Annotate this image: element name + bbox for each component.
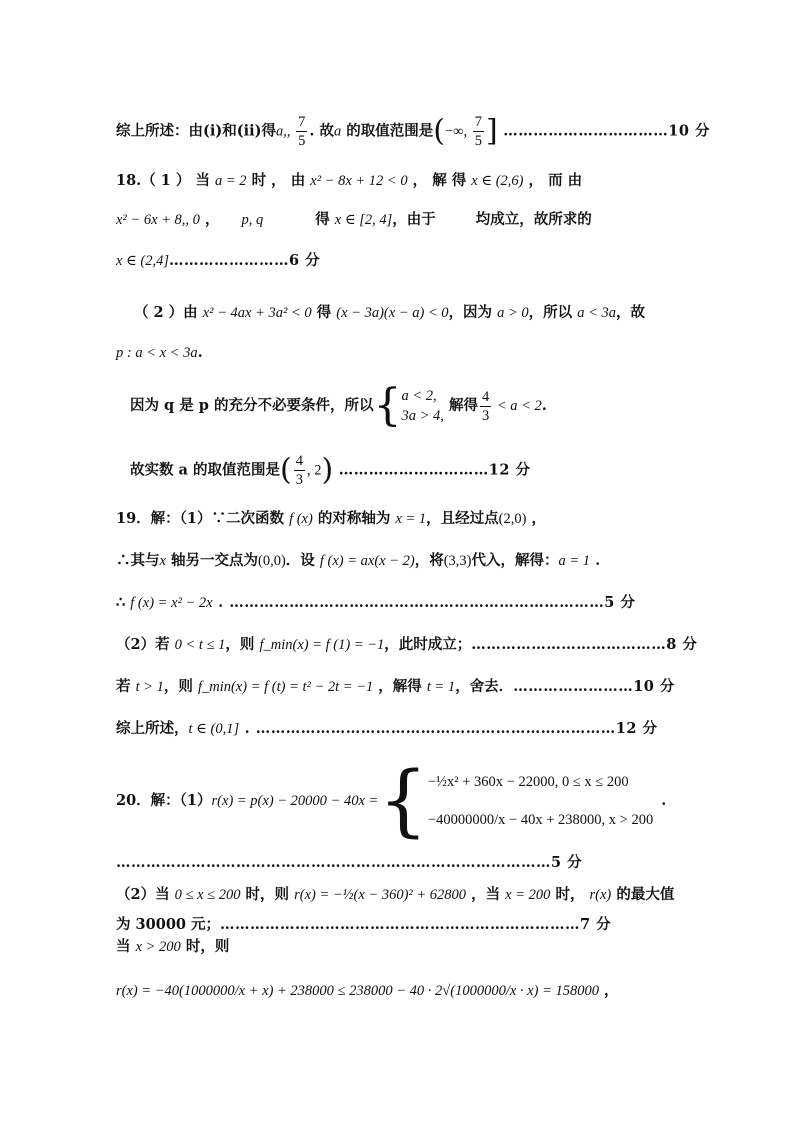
text-chunk: ，则 bbox=[163, 678, 198, 695]
text-chunk: 时，则 bbox=[180, 938, 230, 955]
fraction-denominator: 3 bbox=[295, 472, 303, 488]
text-chunk: 故实数 a 的取值范围是 bbox=[130, 461, 280, 479]
score-dots: …………………………………8 分 bbox=[471, 636, 698, 653]
math-range: x ∈ (2,4] bbox=[116, 253, 170, 269]
problem-18-answer bbox=[130, 452, 668, 489]
math-point: (0,0) bbox=[258, 553, 286, 569]
text-chunk: . bbox=[590, 552, 601, 569]
fraction-denominator: 5 bbox=[298, 133, 306, 149]
text-chunk: （2）当 bbox=[116, 886, 175, 903]
var-a: a bbox=[275, 123, 284, 140]
summary-line-17 bbox=[116, 113, 710, 150]
problem-19-line-5 bbox=[116, 676, 675, 698]
math-expr: r(x) = −40(1000000/x + x) + 238000 ≤ 238000 − 40 · 2√(1000000/x · x) = 158000 bbox=[116, 983, 599, 999]
fraction-numerator: 7 bbox=[474, 114, 482, 130]
text-chunk: ，故 bbox=[616, 304, 646, 321]
math-cond: a < 3a bbox=[577, 305, 617, 321]
problem-19-summary bbox=[116, 718, 668, 740]
text-chunk: ， bbox=[598, 982, 619, 999]
text-chunk: 的对称轴为 bbox=[312, 510, 396, 527]
score-dots: ………………………………………………………………7 分 bbox=[220, 916, 612, 933]
problem-label: （ 2 ）由 bbox=[134, 304, 203, 321]
text-chunk: ．设 bbox=[285, 552, 320, 569]
text-chunk: （2）若 bbox=[116, 636, 175, 653]
period: . bbox=[197, 344, 203, 361]
fraction-denominator: 5 bbox=[474, 133, 482, 149]
math-cond: a = 2 bbox=[215, 173, 247, 189]
text-chunk: 的最大值 bbox=[611, 886, 675, 903]
score-dots: …………………………12 分 bbox=[333, 461, 531, 479]
math-factored: (x − 3a)(x − a) < 0 bbox=[336, 305, 449, 321]
inequality-system bbox=[401, 386, 443, 426]
math-axis: x = 1 bbox=[395, 511, 427, 527]
text-chunk: ∴ bbox=[116, 594, 131, 611]
problem-20-line-4 bbox=[116, 980, 668, 1002]
text-chunk: 时，则 bbox=[240, 886, 295, 903]
score-dots: . …………………………………………………………………5 分 bbox=[212, 594, 636, 611]
system-row-2: 3a > 4, bbox=[401, 408, 444, 424]
right-paren: ) bbox=[321, 452, 334, 488]
piecewise-case-1: −½x² + 360x − 22000, 0 ≤ x ≤ 200 bbox=[427, 774, 629, 790]
problem-20-line-3 bbox=[116, 936, 668, 958]
math-cond: t > 1 bbox=[135, 679, 164, 695]
text-chunk: 解得 bbox=[443, 397, 478, 414]
text-chunk: ，则 bbox=[225, 636, 260, 653]
math-tail: , 2 bbox=[306, 462, 322, 479]
text-chunk: 得 bbox=[311, 304, 337, 321]
problem-20-part-2 bbox=[116, 884, 675, 906]
text-chunk: 20．解：（1） bbox=[116, 792, 212, 809]
problem-18-part-2 bbox=[134, 302, 668, 324]
system-row-1: a < 2, bbox=[401, 388, 437, 404]
interval-left: −∞, bbox=[444, 123, 471, 140]
score-dots: ……………………………10 分 bbox=[497, 122, 710, 140]
math-point: (2,0) bbox=[498, 511, 527, 527]
text-chunk: 因为 q 是 p 的充分不必要条件，所以 bbox=[130, 397, 374, 414]
math-point: (3,3) bbox=[443, 553, 472, 569]
text-chunk: ，当 bbox=[466, 886, 506, 903]
score-dots: ……………………………………………………………………………5 分 bbox=[116, 854, 583, 871]
text-chunk: 代入，解得： bbox=[471, 552, 559, 569]
math-expr: p : a < x < 3a bbox=[116, 345, 198, 361]
math-cond: 0 < t ≤ 1 bbox=[174, 637, 226, 653]
text-chunk: 得 bbox=[315, 211, 335, 228]
fraction-denominator: 3 bbox=[481, 407, 490, 424]
fraction-interval bbox=[473, 113, 484, 150]
text-chunk: 当 bbox=[116, 938, 136, 955]
math-fmin: f_min(x) = f (1) = −1 bbox=[259, 637, 385, 653]
problem-19-part-2 bbox=[116, 634, 698, 656]
problem-19-line-1 bbox=[116, 508, 668, 530]
text-chunk: ，解得 bbox=[373, 678, 427, 695]
fraction-4-3 bbox=[294, 452, 305, 489]
text-chunk: ， bbox=[526, 510, 547, 527]
score-dots: ……………………10 分 bbox=[513, 678, 675, 695]
text-chunk: ，此时成立； bbox=[384, 636, 472, 653]
problem-18-part-1 bbox=[116, 170, 668, 192]
math-solution: t = 1 bbox=[426, 679, 456, 695]
math-expr: r(x) = −½(x − 360)² + 62800 bbox=[294, 887, 467, 903]
piecewise-cases bbox=[428, 771, 653, 831]
problem-18-line-2 bbox=[116, 209, 668, 231]
problem-20-line-2 bbox=[116, 914, 668, 936]
score-dots: . ………………………………………………………………12 分 bbox=[239, 720, 658, 737]
text-chunk: ，由于 bbox=[392, 211, 436, 228]
problem-18-line-p bbox=[116, 342, 668, 364]
math-a: a = 1 bbox=[558, 553, 591, 569]
fraction-numerator: 4 bbox=[295, 453, 303, 469]
text-chunk: ，舍去． bbox=[455, 678, 514, 695]
problem-18-condition bbox=[130, 380, 668, 431]
math-cond: 0 ≤ x ≤ 200 bbox=[174, 887, 241, 903]
problem-20-part-1 bbox=[116, 756, 668, 846]
left-paren: ( bbox=[280, 452, 292, 488]
text-chunk: 综上所述， bbox=[116, 720, 189, 737]
math-inequality: x² − 8x + 12 < 0 bbox=[310, 173, 408, 189]
math-cond: x = 200 bbox=[505, 887, 551, 903]
leq-sign: ,, bbox=[283, 123, 295, 140]
score-dots: ……………………6 分 bbox=[169, 252, 321, 269]
problem-19-line-2 bbox=[116, 550, 668, 572]
period: . bbox=[661, 792, 667, 809]
text-chunk: ，因为 bbox=[448, 304, 498, 321]
math-fmin: f_min(x) = f (t) = t² − 2t = −1 bbox=[197, 679, 374, 695]
text-chunk: 时 ， 由 bbox=[246, 172, 311, 189]
text-chunk: 为 30000 元； bbox=[116, 916, 221, 933]
left-brace: { bbox=[378, 756, 428, 846]
problem-18-line-3 bbox=[116, 250, 668, 272]
fraction-numerator: 7 bbox=[298, 114, 306, 130]
math-rx: r(x) bbox=[589, 887, 612, 903]
var-a-2: a bbox=[333, 123, 342, 140]
text-chunk: ，将 bbox=[414, 552, 444, 569]
text-chunk: 19．解：（1）∵二次函数 bbox=[116, 510, 290, 527]
summary-range-text: 的取值范围是 bbox=[341, 122, 434, 140]
piecewise-case-2: −40000000/x − 40x + 238000, x > 200 bbox=[427, 812, 654, 828]
math-lhs: r(x) = p(x) − 20000 − 40x = bbox=[211, 793, 379, 809]
text-chunk: 均成立，故所求的 bbox=[475, 211, 592, 228]
math-range: x ∈ [2, 4] bbox=[334, 212, 393, 228]
right-bracket: ] bbox=[486, 113, 498, 149]
text-chunk: ， 而 由 bbox=[523, 172, 583, 189]
text-chunk: ∴其与 bbox=[116, 552, 160, 569]
period: . bbox=[541, 397, 547, 414]
math-pq: p, q bbox=[241, 212, 264, 228]
summary-prefix: 综上所述：由(i)和(ii)得 bbox=[116, 122, 276, 140]
summary-after: . 故 bbox=[309, 122, 334, 140]
math-solution: x ∈ (2,6) bbox=[471, 173, 524, 189]
math-fx: f (x) = x² − 2x bbox=[130, 595, 213, 611]
math-fx: f (x) bbox=[289, 511, 313, 527]
text-chunk: ， 解 得 bbox=[407, 172, 472, 189]
text-chunk: ，所以 bbox=[528, 304, 578, 321]
math-x: x bbox=[159, 553, 166, 569]
text-chunk: ， bbox=[199, 211, 220, 228]
fraction-numerator: 4 bbox=[481, 388, 490, 405]
problem-label: 18.（ 1 ） 当 bbox=[116, 172, 216, 189]
math-inequality: x² − 4ax + 3a² < 0 bbox=[202, 305, 312, 321]
math-solution: t ∈ (0,1] bbox=[188, 721, 240, 737]
math-expr: x² − 6x + 8,, 0 bbox=[116, 212, 200, 228]
text-chunk: 轴另一交点为 bbox=[165, 552, 258, 569]
problem-20-score bbox=[116, 852, 668, 874]
text-chunk: 若 bbox=[116, 678, 136, 695]
math-tail: < a < 2 bbox=[493, 398, 542, 414]
text-chunk: ，且经过点 bbox=[426, 510, 499, 527]
math-cond: a > 0 bbox=[497, 305, 529, 321]
left-brace: { bbox=[373, 380, 402, 431]
text-chunk: 时， bbox=[550, 886, 590, 903]
fraction-7-5 bbox=[296, 113, 307, 150]
problem-19-line-3 bbox=[116, 592, 668, 614]
math-cond: x > 200 bbox=[135, 939, 181, 955]
math-fx: f (x) = ax(x − 2) bbox=[319, 553, 415, 569]
fraction-4-3 bbox=[480, 388, 491, 425]
left-paren: ( bbox=[433, 113, 445, 149]
